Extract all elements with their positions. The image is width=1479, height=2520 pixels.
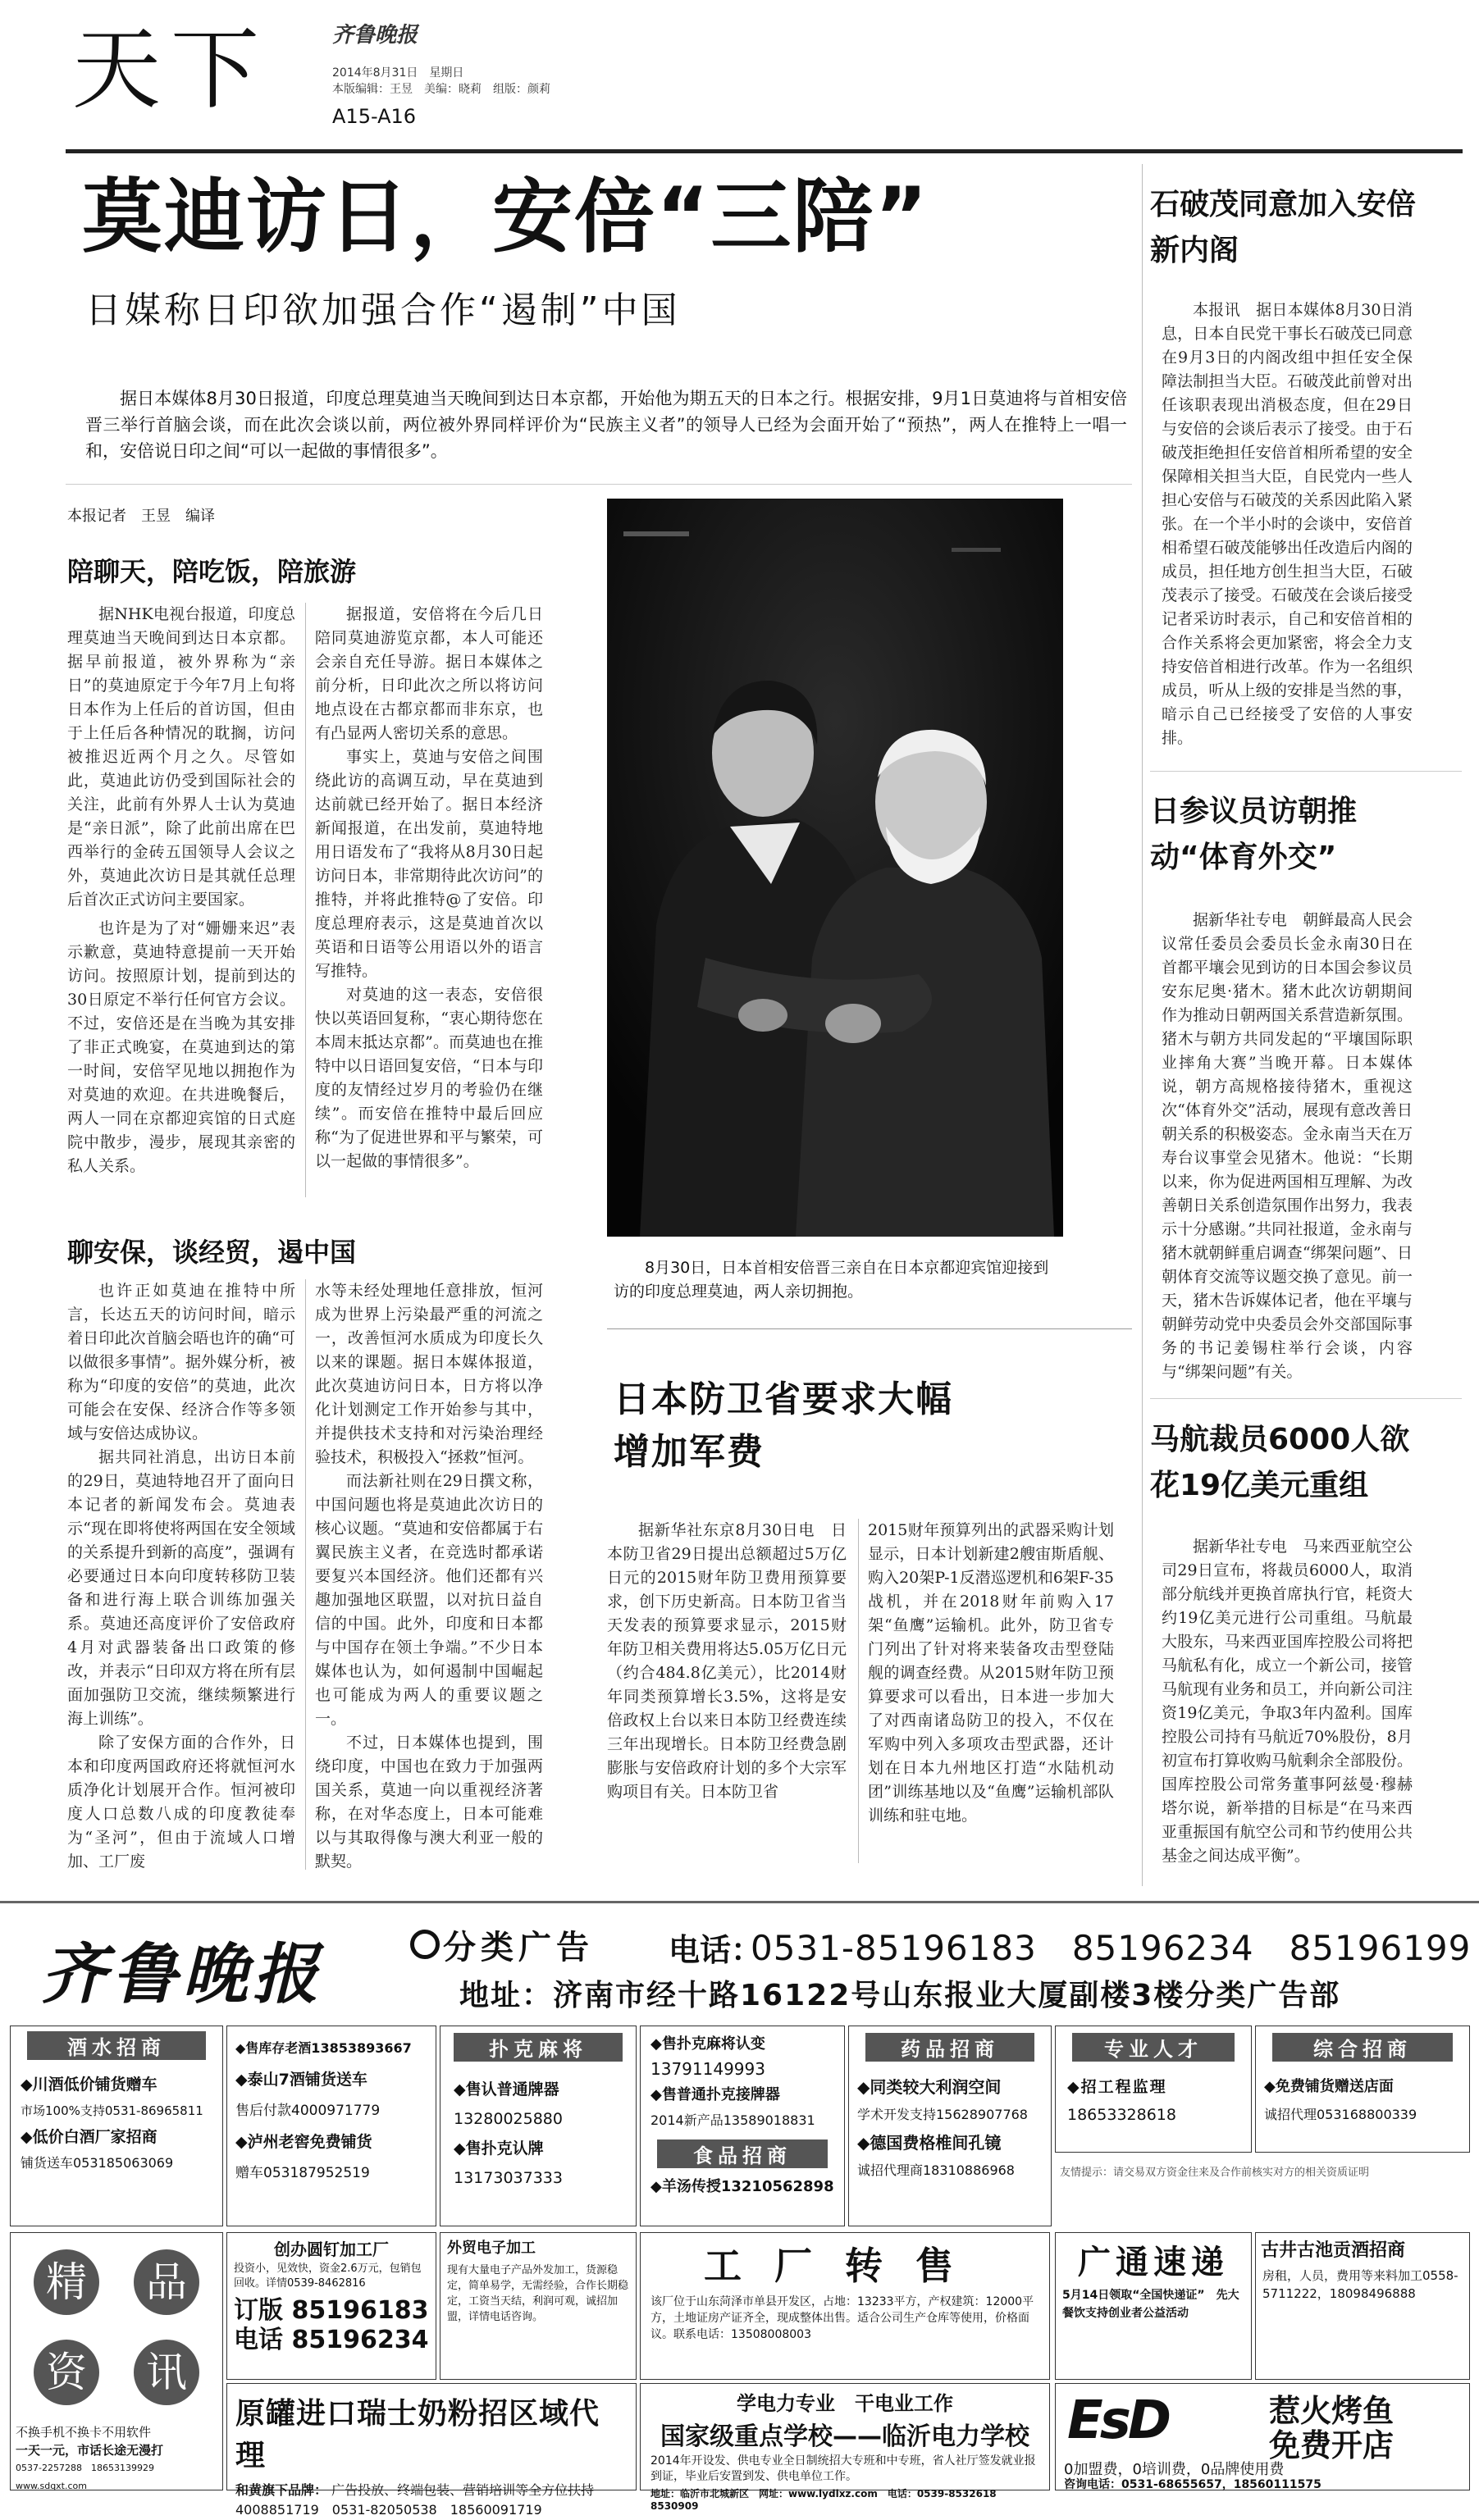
page-editors: 本版编辑：王昱 美编：晓莉 组版：颜莉 <box>332 83 550 96</box>
sidebar-text-3 <box>1162 1535 1413 1868</box>
ad-line: ◆川酒低价铺货赠车 <box>21 2076 157 2094</box>
news-photo <box>607 499 1063 1237</box>
ad-puke[interactable] <box>440 2026 637 2226</box>
ad-line: 0537-2257288 18653139929 www.sdqxt.com <box>16 2463 163 2491</box>
ad-line: 不换手机不换卡不用软件 <box>16 2425 152 2440</box>
paragraph: 2015财年预算列出的武器采购计划显示，日本计划新建2艘宙斯盾舰、购入20架P-1反潜巡逻机和6架F-35战机，并在2018财年前购入17架“鱼鹰”运输机。此外，防卫省专门列出了针对将来装备攻击型登陆舰的调查经费。从2015财年防卫预算要求可以看出，日本进一步加大了对西南诸岛防卫的投入，不仅在军购中列入多项攻击型武器，还计划在日本九州地区打造“水陆机动团”训练基地以及“鱼鹰”运输机部队训练和驻屯地。 <box>868 1521 1114 1825</box>
ad-line: ◆招工程监理 <box>1067 2078 1167 2096</box>
paragraph: 也许正如莫迪在推特中所言，长达五天的访问时间，暗示着日印此次首脑会晤也许的确“可以做很多事情”。据外媒分析，被称为“印度的安倍”的莫迪，此次可能会在安保、经济合作等多领域与安倍达成协议。 <box>67 1282 295 1442</box>
ad-line: ◆售扑克麻将认变 <box>650 2035 765 2053</box>
ad-tip: 友情提示：请交易双方资金往来及合作前核实对方的相关资质证明 <box>1060 2167 1370 2179</box>
paragraph: 对莫迪的这一表态，安倍很快以英语回复称，“衷心期待您在本周末抵达京都”。而莫迪也在推特中以日语回复安倍，“日本与印度的友情经过岁月的考验仍在继续”。而安倍在推特中最后回应称“为了促进世界和平与繁荣，可以一起做的事情很多”。 <box>315 986 543 1170</box>
ad-phone: 85196183 <box>291 2296 429 2325</box>
ad-guangtong[interactable] <box>1055 2232 1252 2380</box>
defense-col-1 <box>607 1519 847 1804</box>
paragraph: 据NHK电视台报道，印度总理莫迪当天晚间到达日本京都。据早前报道，被外界称为“亲日”的莫迪原定于今年7月上旬将日本作为上任后的首访国，但由于上任后各种情况的耽搁，访问被推迟近两个月之久。尽管如此，莫迪此访仍受到国际社会的关注，此前有外界人士认为莫迪是“亲日派”，除了此前出席在巴西举行的金砖五国领导人会议之外，莫迪此次访日是其就任总理后首次正式访问主要国家。 <box>67 605 295 909</box>
ad-sub: 和黄旗下品牌： <box>235 2482 328 2498</box>
ad-text: 广告投放、终端包装、营销培训等全方位扶持4008851719 0531-82050538 18560091719 <box>235 2482 595 2518</box>
banner-address: 地址：济南市经十路16122号山东报业大厦副楼3楼分类广告部 <box>459 1979 1341 2012</box>
defense-title: 日本防卫省要求大幅增加军费 <box>614 1378 953 1473</box>
ad-line: 市场100%支持0531-86965811 <box>21 2103 203 2118</box>
ad-text: 2014年开设发、供电专业全日制统招大专班和中专班，省人社厅签发就业报到证，毕业后安置到发、供电单位工作。 <box>650 2454 1036 2483</box>
ad-line: 学术开发支持15628907768 <box>857 2107 1028 2122</box>
ad-kaoyu[interactable] <box>1055 2383 1470 2490</box>
banner-phone-label: 电话： <box>669 1932 763 1968</box>
ad-laojiu[interactable] <box>226 2026 436 2226</box>
ad-line: 赠车053187952519 <box>235 2165 370 2181</box>
article-col-2a <box>315 603 543 1173</box>
ad-line: 13791149993 <box>650 2059 765 2079</box>
ad-phone-label: 电话 <box>234 2326 283 2354</box>
paragraph: 据新华社专电 朝鲜最高人民会议常任委员会委员长金永南30日在首都平壤会见到访的日本国会参议员安东尼奥·猪木。猪木此次访朝期间作为推动日朝两国关系营造新氛围。猪木与朝方共同发起的“平壤国际职业摔角大赛”当晚开幕。日本媒体说，朝方高规格接待猪木，重视这次“体育外交”活动，展现有意改善日朝关系的积极姿态。金永南当天在万寿台议事堂会见猪木。他说：“长期以来，你为促进两国相互理解、为改善朝日关系创造氛围作出努力，我表示十分感谢。”共同社报道，金永南与猪木就朝鲜重启调查“绑架问题”、日朝体育交流等议题交换了意见。前一天，猪木告诉媒体记者，他在平壤与朝鲜劳动党中央委员会外交部国际事务的书记姜锡柱举行会谈，内容与“绑架问题”有关。 <box>1162 911 1413 1381</box>
ad-tag: 综合招商 <box>1272 2033 1453 2062</box>
banner-label: 分类广告 <box>443 1929 594 1966</box>
ad-yaopin[interactable] <box>848 2026 1052 2226</box>
jingpin-circle: 品 <box>134 2249 199 2315</box>
ad-yuanding[interactable] <box>226 2232 436 2380</box>
ad-dianli[interactable] <box>640 2383 1050 2512</box>
ad-line: ◆低价白酒厂家招商 <box>21 2128 157 2146</box>
paragraph: 除了安保方面的合作外，日本和印度两国政府还将就恒河水质净化计划展开合作。恒河被印度人口总数八成的印度教徒奉为“圣河”，但由于流域人口增加、工厂废 <box>67 1734 295 1871</box>
page-numbers: A15-A16 <box>332 105 417 128</box>
lead-headline: 莫迪访日，安倍“三陪” <box>82 171 929 264</box>
ad-line: 售后付款4000971779 <box>235 2103 381 2119</box>
ad-line: ◆售普通扑克接牌器 <box>650 2086 780 2103</box>
paragraph: 而法新社则在29日撰文称，中国问题也将是莫迪此次访日的核心议题。“莫迪和安倍都属于右翼民族主义者，在竞选时都承诺要复兴本国经济。他们还都有兴趣加强地区联盟，以对抗日益自信的中国。此外，印度和日本都与中国存在领土争端。”不少日本媒体也认为，如何遏制中国崛起也可能成为两人的重要议题之一。 <box>315 1472 543 1728</box>
ad-line: 诚招代理商18310886968 <box>857 2162 1015 2178</box>
ad-line: ◆同类较大利润空间 <box>857 2077 1002 2097</box>
issue-date: 2014年8月31日 星期日 <box>332 66 464 80</box>
banner-logo: 齐鲁晚报 <box>41 1935 323 2012</box>
ad-addr: 地址：临沂市北城新区 网址：www.lydlxz.com 电话：0539-8532618 8530909 <box>650 2488 1007 2512</box>
paragraph: 不过，日本媒体也提到，围绕印度，中国也在致力于加强两国关系，莫迪一向以重视经济著称，在对华态度上，日本可能难以与其取得像与澳大利亚一般的默契。 <box>315 1734 543 1871</box>
sidebar-title-3: 马航裁员6000人欲花19亿美元重组 <box>1150 1423 1410 1502</box>
ad-title: 国家级重点学校——临沂电力学校 <box>660 2422 1029 2451</box>
lead-intro: 据日本媒体8月30日报道，印度总理莫迪当天晚间到达日本京都，开始他为期五天的日本之行。根据安排，9月1日莫迪将与首相安倍晋三举行首脑会谈，而在此次会谈以前，两位被外界同样评价为“民族主义者”的领导人已经为会面开始了“预热”，两人在推特上一唱一和，安倍说日印之间“可以一起做的事情很多”。 <box>85 389 1127 461</box>
ad-text: 该厂位于山东菏泽市单县开发区，占地：13233平方，产权建筑：12000平方，土地证房产证齐全，现成整体出售。适合公司生产仓库等使用，价格面议。联系电话：13508008003 <box>650 2295 1034 2341</box>
ad-title: 免费开店 <box>1269 2427 1395 2463</box>
ad-phone: 85196234 <box>291 2326 429 2354</box>
banner-swirl-icon <box>410 1930 440 1959</box>
paragraph: 据新华社东京8月30日电 日本防卫省29日提出总额超过5万亿日元的2015财年防卫费用预算要求，创下历史新高。日本防卫省当天发表的预算要求显示，2015财年防卫相关费用将达5.05万亿日元（约合484.8亿美元），比2014财年同类预算增长3.5%，这将是安倍政权上台以来日本防卫经费连续三年出现增长。日本防卫经费急剧膨胀与安倍政府计划的多个大宗军购项目有关。日本防卫省 <box>607 1521 847 1801</box>
ad-title: 外贸电子加工 <box>447 2240 536 2257</box>
jingpin-circle: 资 <box>34 2340 99 2405</box>
section-title: 天下 <box>72 19 270 121</box>
jingpin-circle: 讯 <box>134 2340 199 2405</box>
defense-col-2 <box>868 1519 1114 1828</box>
ad-line: ◆免费铺货赠送店面 <box>1264 2078 1394 2095</box>
ad-jiushui[interactable] <box>10 2026 223 2226</box>
ad-line: 铺货送车053185063069 <box>21 2155 174 2171</box>
ad-line: ◆德国费格椎间孔镜 <box>857 2133 1002 2153</box>
lead-byline: 本报记者 王昱 编译 <box>67 508 215 525</box>
ad-line: ◆羊汤传授13210562898 <box>650 2178 834 2195</box>
ad-text: 5月14日领取“全国快递证” 先大餐饮支持创业者公益活动 <box>1062 2289 1239 2320</box>
ad-title: 学电力专业 干电业工作 <box>737 2392 953 2415</box>
ad-tag: 药品招商 <box>865 2033 1034 2062</box>
header-rule <box>66 149 1463 153</box>
kaoyu-logo: EsD <box>1067 2390 1168 2451</box>
jingpin-circle: 精 <box>34 2249 99 2315</box>
sidebar-rule <box>1150 771 1462 772</box>
sidebar-title-2: 日参议员访朝推动“体育外交” <box>1150 795 1358 874</box>
sidebar-rule <box>1150 1398 1462 1399</box>
ad-puke-2[interactable] <box>640 2026 845 2226</box>
col-divider <box>858 1519 859 1863</box>
ad-phone: 咨询电话：0531-68655657，18560111575 <box>1064 2478 1322 2491</box>
ad-text: 投资小，见效快，资金2.6万元，包销包回收。详情0539-8462816 <box>234 2263 422 2290</box>
article-col-2b <box>315 1279 543 1874</box>
subhead-2: 聊安保，谈经贸，遏中国 <box>67 1237 357 1268</box>
ad-title: 创办圆钉加工厂 <box>274 2240 389 2259</box>
col-divider <box>305 603 306 1197</box>
ad-naifen[interactable] <box>226 2383 637 2518</box>
paragraph: 本报讯 据日本媒体8月30日消息，日本自民党干事长石破茂已同意在9月3日的内阁改组中担任安全保障法制担当大臣。石破茂此前曾对出任该职表现出消极态度，但在29日与安倍的会谈后表示了接受。由于石破茂拒绝担任安倍首相所希望的安全保障相关担当大臣，自民党内一些人担心安倍与石破茂的关系因此陷入紧张。在一个半小时的会谈中，安倍首相希望石破茂能够出任改造后内阁的成员，担任地方创生担当大臣，石破茂表示了接受。石破茂在会谈后接受记者采访时表示，自己和安倍首相的合作关系将会更加紧密，将会全力支持安倍首相进行改革。作为一名组织成员，听从上级的安排是当然的事，暗示自己已经接受了安倍的人事安排。 <box>1162 301 1413 747</box>
lead-subhead: 日媒称日印欲加强合作“遏制”中国 <box>85 289 681 331</box>
ad-gujing[interactable] <box>1255 2232 1470 2380</box>
sidebar-divider <box>1142 164 1143 1886</box>
ads-top-rule <box>0 1901 1479 1903</box>
ad-title: 古井古池贡酒招商 <box>1261 2240 1406 2261</box>
paper-logo: 齐鲁晚报 <box>332 23 418 48</box>
ad-text: 房租，人员，费用等来料加工0558-5711222，18098496888 <box>1262 2268 1458 2301</box>
paragraph: 据新华社专电 马来西亚航空公司29日宣布，将裁员6000人，取消部分航线并更换首席执行官，耗资大约19亿美元进行公司重组。马航最大股东，马来西亚国库控股公司将把马航私有化，成立一个新公司，接管马航现有业务和员工，并向新公司注资19亿美元，争取3年内盈利。国库控股公司持有马航近70%股份，8月初宣布打算收购马航剩余全部股份。国库控股公司常务董事阿兹曼·穆赫塔尔说，新举措的目标是“在马来西亚重振国有航空公司和节约使用公共基金之间达成平衡”。 <box>1162 1538 1413 1865</box>
ad-tag: 食品招商 <box>657 2139 828 2168</box>
classified-banner <box>0 1907 1479 2021</box>
photo-caption: 8月30日，日本首相安倍晋三亲自在日本京都迎宾馆迎接到访的印度总理莫迪，两人亲切拥抱。 <box>614 1259 1049 1301</box>
ad-line: 一天一元，市话长途无漫打 <box>16 2443 164 2458</box>
paragraph: 事实上，莫迪与安倍之间围绕此访的高调互动，早在莫迪到达前就已经开始了。据日本经济新闻报道，在出发前，莫迪特地用日语发布了“我将从8月30日起访问日本，非常期待此次访问”的推特，并将此推特@了安倍。印度总理府表示，这是莫迪首次以英语和日语等公用语以外的语言写推特。 <box>315 748 543 980</box>
subhead-1: 陪聊天，陪吃饭，陪旅游 <box>67 556 357 587</box>
ad-title: 工厂转售 <box>704 2244 986 2288</box>
ad-line: ◆售认普通牌器 <box>454 2080 559 2098</box>
banner-phones: 0531-85196183 85196234 85196199 <box>751 1928 1472 1968</box>
ad-line: ◆售扑克认牌 <box>454 2139 544 2158</box>
ad-line: ◆泰山7酒铺货送车 <box>235 2071 367 2089</box>
ad-jingpin[interactable] <box>10 2232 223 2490</box>
ad-zonghe[interactable] <box>1255 2026 1470 2153</box>
ad-line: 13173037333 <box>454 2169 563 2187</box>
ad-rencai[interactable] <box>1055 2026 1252 2153</box>
ad-line: 13280025880 <box>454 2110 563 2128</box>
ad-title: 原罐进口瑞士奶粉招区域代理 <box>235 2397 600 2472</box>
ad-text: 现有大量电子产品外发加工，货源稳定，简单易学，无需经验，合作长期稳定，工资当天结，利润可观，诚招加盟，详情电话咨询。 <box>447 2264 629 2323</box>
ad-sub: 0加盟费，0培训费，0品牌使用费 <box>1064 2461 1285 2478</box>
col-divider <box>305 1279 306 1870</box>
intro-divider <box>66 484 1132 485</box>
paragraph: 据共同社消息，出访日本前的29日，莫迪特地召开了面向日本记者的新闻发布会。莫迪表示“现在即将使将两国在安全领域的关系提升到新的高度”，强调有必要通过日本向印度转移防卫装备和进行海上联合训练加强关系。莫迪还高度评价了安倍政府4月对武器装备出口政策的修改，并表示“日印双方将在所有层面加强防卫交流，继续频繁进行海上训练”。 <box>67 1448 295 1728</box>
article-col-1a <box>67 603 295 1178</box>
ad-tag: 专业人才 <box>1072 2033 1235 2062</box>
ad-title: 广通速递 <box>1078 2244 1229 2281</box>
sidebar-title-1: 石破茂同意加入安倍新内阁 <box>1150 188 1417 267</box>
photo-embrace-illustration <box>607 499 1063 1237</box>
sidebar-text-2 <box>1162 909 1413 1384</box>
ad-phone-label: 订版 <box>234 2296 283 2325</box>
defense-top-rule <box>607 1328 1132 1329</box>
paragraph: 水等未经处理地任意排放，恒河成为世界上污染最严重的河流之一，改善恒河水质成为印度长久以来的课题。据日本媒体报道，此次莫迪访问日本，日方将以净化计划测定工作开始参与其中，并提供技术支持和对污染治理经验技术，积极投入“拯救”恒河。 <box>315 1282 543 1466</box>
ad-tag: 扑克麻将 <box>454 2033 623 2062</box>
sidebar-text-1 <box>1162 298 1413 750</box>
article-col-1b <box>67 1279 295 1874</box>
ad-line: ◆售库存老酒13853893667 <box>235 2040 412 2056</box>
ad-line: 2014新产品13589018831 <box>650 2112 815 2128</box>
ad-line: 18653328618 <box>1067 2106 1176 2124</box>
ad-waimao[interactable] <box>440 2232 637 2380</box>
ad-line: 诚招代理053168800339 <box>1264 2107 1417 2122</box>
ad-gongchang[interactable] <box>640 2232 1050 2380</box>
ad-tag: 酒水招商 <box>27 2031 206 2060</box>
ad-title: 惹火烤鱼 <box>1269 2393 1395 2429</box>
ad-line: ◆泸州老窖免费铺货 <box>235 2133 372 2151</box>
paragraph: 也许是为了对“姗姗来迟”表示歉意，莫迪特意提前一天开始访问。按照原计划，提前到达的30日原定不举行任何官方会议。不过，安倍还是在当晚为其安排了非正式晚宴，在莫迪到达的第一时间，安倍罕见地以拥抱作为对莫迪的欢迎。在共进晚餐后，两人一同在京都迎宾馆的日式庭院中散步，漫步，展现其亲密的私人关系。 <box>67 919 295 1175</box>
paragraph: 据报道，安倍将在今后几日陪同莫迪游览京都，本人可能还会亲自充任导游。据日本媒体之前分析，日印此次之所以将访问地点设在古都京都而非东京，也有凸显两人密切关系的意思。 <box>315 605 543 742</box>
